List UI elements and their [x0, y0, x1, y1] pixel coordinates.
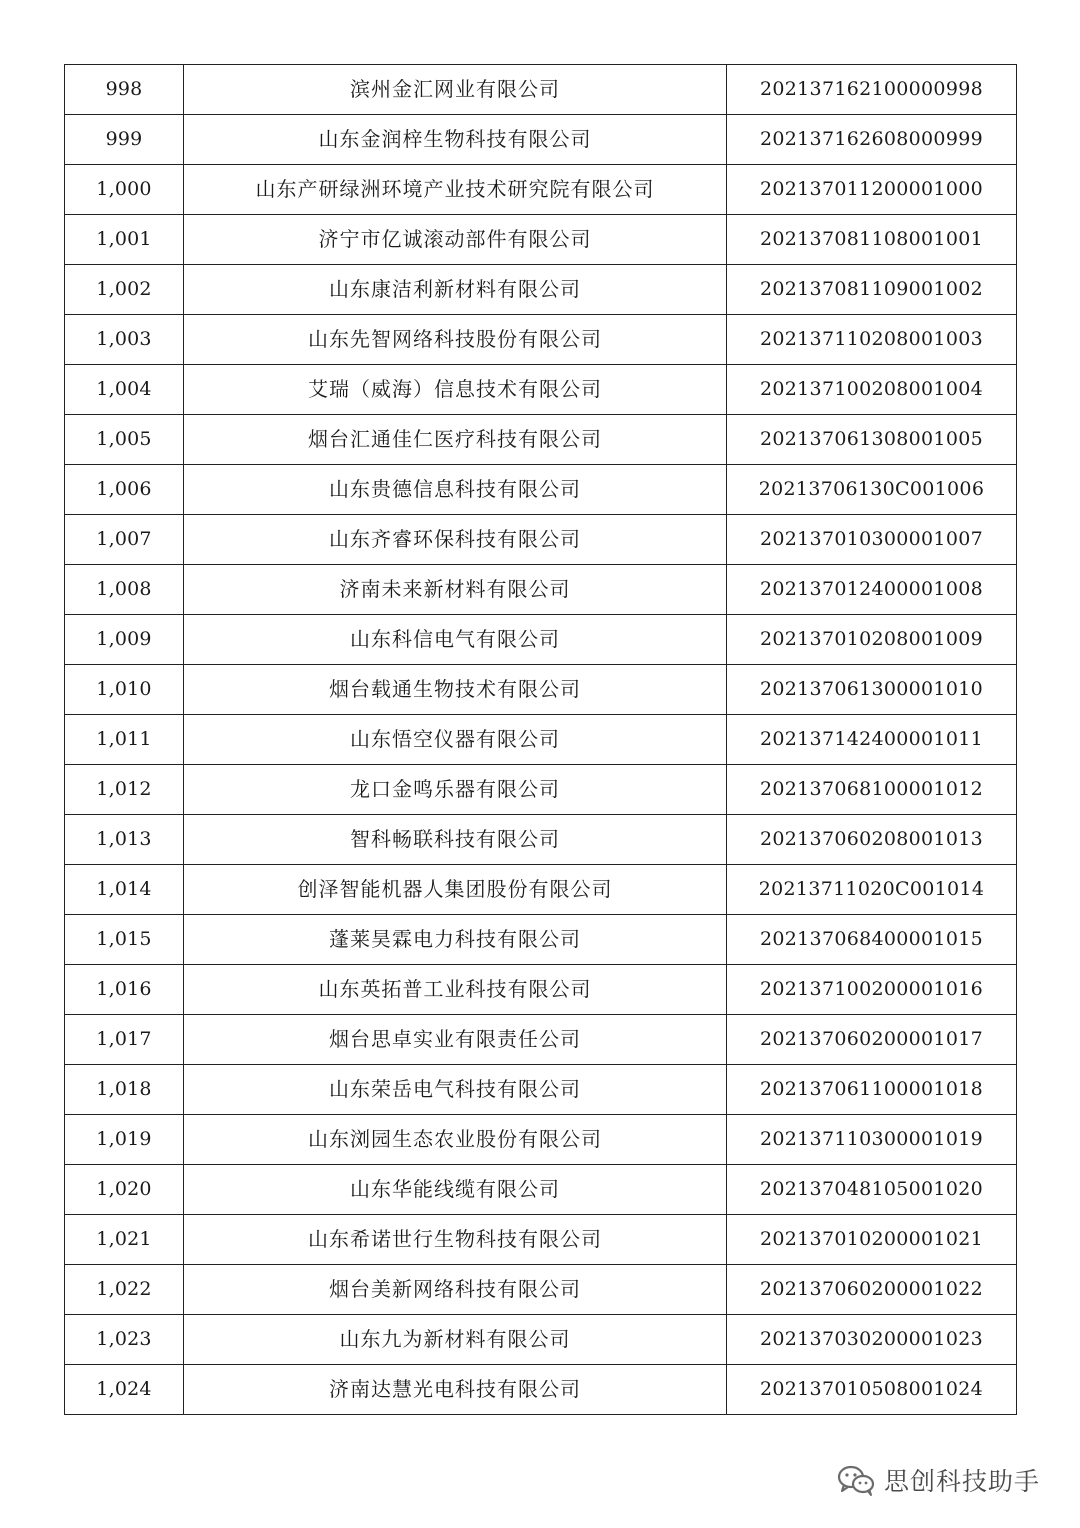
table-row	[65, 265, 1017, 315]
company-name-cell: 山东齐睿环保科技有限公司	[184, 515, 727, 565]
row-number-cell: 1,012	[65, 765, 184, 815]
row-number-cell: 1,009	[65, 615, 184, 665]
registration-code-cell: 202137081109001002	[727, 265, 1017, 315]
table-row	[65, 1065, 1017, 1115]
table-row	[65, 715, 1017, 765]
watermark-text: 思创科技助手	[884, 1467, 1041, 1496]
row-number-cell: 1,024	[65, 1365, 184, 1415]
company-name-cell: 烟台载通生物技术有限公司	[184, 665, 727, 715]
registration-code-cell: 202137012400001008	[727, 565, 1017, 615]
row-number-cell: 1,002	[65, 265, 184, 315]
company-name-cell: 蓬莱昊霖电力科技有限公司	[184, 915, 727, 965]
table-row	[65, 765, 1017, 815]
company-name-cell: 山东英拓普工业科技有限公司	[184, 965, 727, 1015]
row-number-cell: 1,006	[65, 465, 184, 515]
row-number-cell: 1,007	[65, 515, 184, 565]
table-row	[65, 515, 1017, 565]
registration-code-cell: 202137100200001016	[727, 965, 1017, 1015]
company-name-cell: 山东悟空仪器有限公司	[184, 715, 727, 765]
table-row	[65, 1115, 1017, 1165]
row-number-cell: 999	[65, 115, 184, 165]
watermark	[836, 1460, 1040, 1500]
registration-code-cell: 202137061100001018	[727, 1065, 1017, 1115]
registration-code-cell: 202137030200001023	[727, 1315, 1017, 1365]
table-row	[65, 615, 1017, 665]
company-name-cell: 济南达慧光电科技有限公司	[184, 1365, 727, 1415]
row-number-cell: 1,003	[65, 315, 184, 365]
table-row	[65, 865, 1017, 915]
registration-code-cell: 20213706130C001006	[727, 465, 1017, 515]
registration-code-cell: 202137048105001020	[727, 1165, 1017, 1215]
row-number-cell: 1,022	[65, 1265, 184, 1315]
registration-code-cell: 202137068400001015	[727, 915, 1017, 965]
row-number-cell: 1,011	[65, 715, 184, 765]
row-number-cell: 1,018	[65, 1065, 184, 1115]
registration-code-cell: 202137060208001013	[727, 815, 1017, 865]
row-number-cell: 1,010	[65, 665, 184, 715]
registration-code-cell: 202137061300001010	[727, 665, 1017, 715]
company-name-cell: 烟台思卓实业有限责任公司	[184, 1015, 727, 1065]
row-number-cell: 1,023	[65, 1315, 184, 1365]
registration-code-cell: 202137010300001007	[727, 515, 1017, 565]
company-name-cell: 山东金润梓生物科技有限公司	[184, 115, 727, 165]
table-row	[65, 1015, 1017, 1065]
table-row	[65, 1265, 1017, 1315]
wechat-icon	[836, 1464, 876, 1496]
company-name-cell: 山东华能线缆有限公司	[184, 1165, 727, 1215]
table-body	[65, 65, 1017, 1415]
company-name-cell: 山东荣岳电气科技有限公司	[184, 1065, 727, 1115]
row-number-cell: 998	[65, 65, 184, 115]
table-row	[65, 115, 1017, 165]
row-number-cell: 1,000	[65, 165, 184, 215]
row-number-cell: 1,008	[65, 565, 184, 615]
company-name-cell: 山东先智网络科技股份有限公司	[184, 315, 727, 365]
registration-code-cell: 202137060200001017	[727, 1015, 1017, 1065]
registration-code-cell: 202137011200001000	[727, 165, 1017, 215]
table-row	[65, 65, 1017, 115]
company-name-cell: 烟台美新网络科技有限公司	[184, 1265, 727, 1315]
row-number-cell: 1,013	[65, 815, 184, 865]
table-row	[65, 665, 1017, 715]
row-number-cell: 1,019	[65, 1115, 184, 1165]
registration-code-cell: 202137142400001011	[727, 715, 1017, 765]
company-name-cell: 山东希诺世行生物科技有限公司	[184, 1215, 727, 1265]
row-number-cell: 1,014	[65, 865, 184, 915]
table-row	[65, 465, 1017, 515]
company-name-cell: 济南未来新材料有限公司	[184, 565, 727, 615]
table-row	[65, 1365, 1017, 1415]
table-row	[65, 365, 1017, 415]
table-row	[65, 1315, 1017, 1365]
company-name-cell: 山东产研绿洲环境产业技术研究院有限公司	[184, 165, 727, 215]
company-name-cell: 创泽智能机器人集团股份有限公司	[184, 865, 727, 915]
table-row	[65, 165, 1017, 215]
registration-code-cell: 202137010508001024	[727, 1365, 1017, 1415]
company-name-cell: 济宁市亿诚滚动部件有限公司	[184, 215, 727, 265]
company-name-cell: 艾瑞（威海）信息技术有限公司	[184, 365, 727, 415]
table-row	[65, 1165, 1017, 1215]
table-row	[65, 415, 1017, 465]
registration-code-cell: 20213711020C001014	[727, 865, 1017, 915]
row-number-cell: 1,001	[65, 215, 184, 265]
company-name-cell: 滨州金汇网业有限公司	[184, 65, 727, 115]
registration-code-cell: 202137081108001001	[727, 215, 1017, 265]
company-list-table	[64, 64, 1017, 1415]
company-name-cell: 山东贵德信息科技有限公司	[184, 465, 727, 515]
registration-code-cell: 202137061308001005	[727, 415, 1017, 465]
registration-code-cell: 202137010200001021	[727, 1215, 1017, 1265]
table-row	[65, 315, 1017, 365]
registration-code-cell: 202137060200001022	[727, 1265, 1017, 1315]
company-name-cell: 山东康洁利新材料有限公司	[184, 265, 727, 315]
registration-code-cell: 202137100208001004	[727, 365, 1017, 415]
row-number-cell: 1,016	[65, 965, 184, 1015]
table-row	[65, 215, 1017, 265]
company-name-cell: 山东浏园生态农业股份有限公司	[184, 1115, 727, 1165]
registration-code-cell: 202137162608000999	[727, 115, 1017, 165]
registration-code-cell: 202137110300001019	[727, 1115, 1017, 1165]
registration-code-cell: 202137162100000998	[727, 65, 1017, 115]
company-name-cell: 山东九为新材料有限公司	[184, 1315, 727, 1365]
registration-code-cell: 202137010208001009	[727, 615, 1017, 665]
table-row	[65, 815, 1017, 865]
registration-code-cell: 202137068100001012	[727, 765, 1017, 815]
row-number-cell: 1,005	[65, 415, 184, 465]
company-name-cell: 智科畅联科技有限公司	[184, 815, 727, 865]
table-row	[65, 965, 1017, 1015]
registration-code-cell: 202137110208001003	[727, 315, 1017, 365]
row-number-cell: 1,017	[65, 1015, 184, 1065]
table-row	[65, 565, 1017, 615]
row-number-cell: 1,015	[65, 915, 184, 965]
row-number-cell: 1,021	[65, 1215, 184, 1265]
table-row	[65, 915, 1017, 965]
row-number-cell: 1,020	[65, 1165, 184, 1215]
company-name-cell: 烟台汇通佳仁医疗科技有限公司	[184, 415, 727, 465]
row-number-cell: 1,004	[65, 365, 184, 415]
company-name-cell: 龙口金鸣乐器有限公司	[184, 765, 727, 815]
company-name-cell: 山东科信电气有限公司	[184, 615, 727, 665]
table-row	[65, 1215, 1017, 1265]
